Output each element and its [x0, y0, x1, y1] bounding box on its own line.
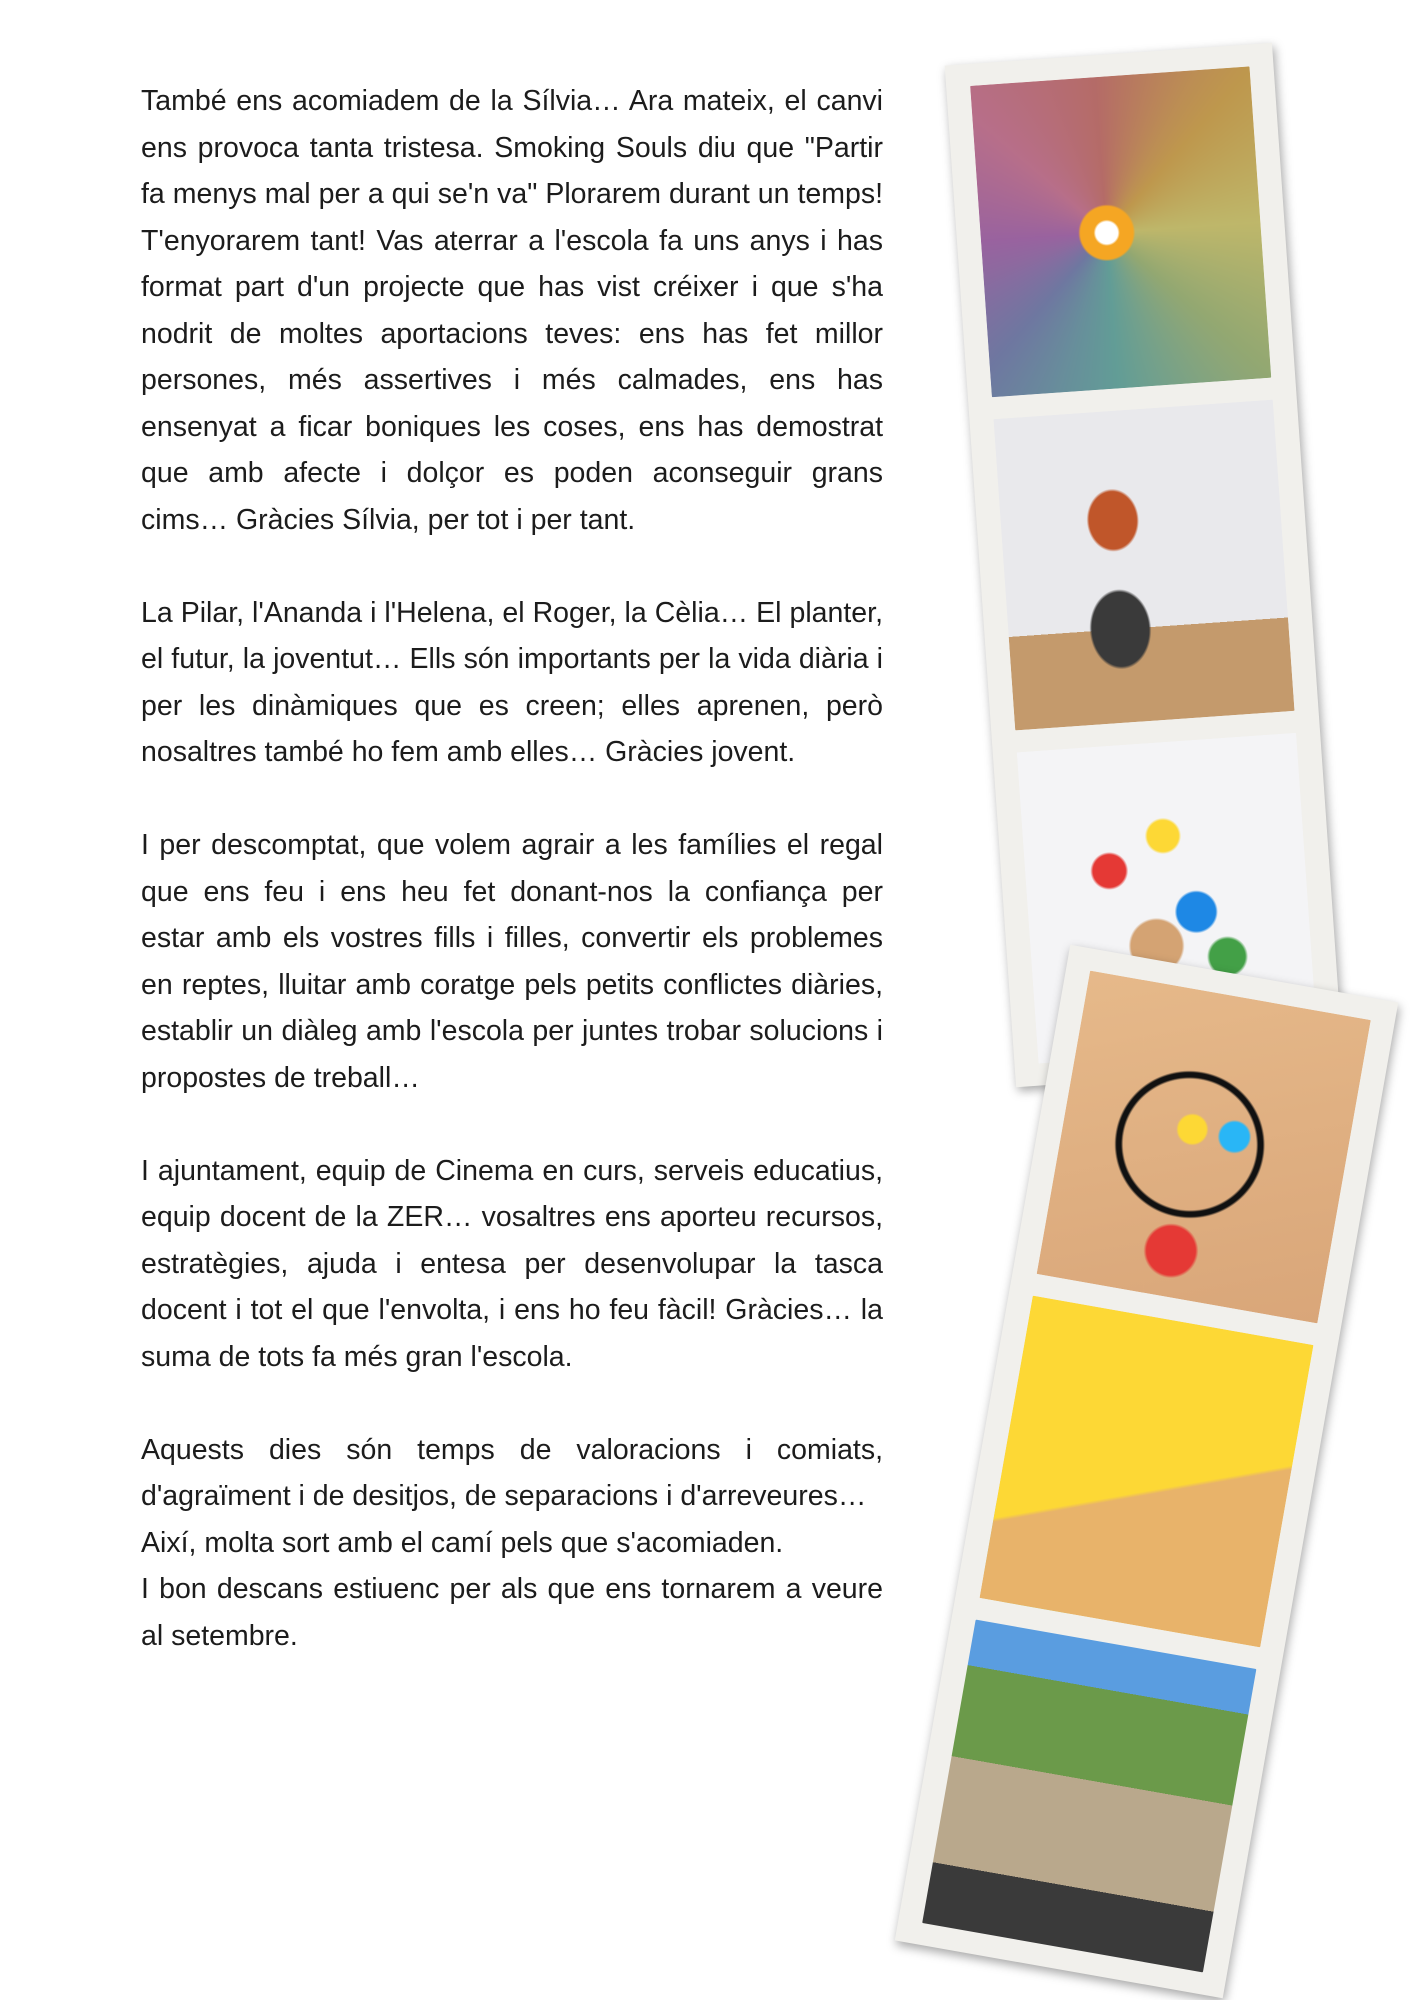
text-line: La Pilar, l'Ananda i l'Helena, el Roger, la Cèlia… El planter, el futur, la joventut… Ells són importants per la vida diària i per les dinàmiques que es creen; elles aprenen, però nosaltres també ho fem amb elles… Gràcies jovent.: [141, 596, 883, 768]
text-line: Aquests dies són temps de valoracions i comiats, d'agraïment i de desitjos, de separacions i d'arreveures…: [141, 1433, 883, 1512]
photo-strip-upper: [945, 43, 1344, 1087]
paragraph-families: [141, 822, 883, 1101]
text-line: Així, molta sort amb el camí pels que s'acomiaden.: [141, 1526, 784, 1559]
paragraph-closing: [141, 1427, 883, 1660]
photo-candle-mandala: [970, 66, 1271, 397]
photo-tangram: [1037, 971, 1371, 1323]
text-line: També ens acomiadem de la Sílvia… Ara mateix, el canvi ens provoca tanta tristesa. Smoking Souls diu que "Partir fa menys mal per a qui se'n va" Plorarem durant un temps! T'enyorarem tant! Vas aterrar a l'escola fa uns anys i has format part d'un projecte que has vist créixer i que s'ha nodrit de moltes aportacions teves: ens has fet millor persones, més assertives i més calmades, ens has ensenyat a ficar boniques les coses, ens has demostrat que amb afecte i dolçor es poden aconseguir grans cims… Gràcies Sílvia, per tot i per tant.: [141, 85, 883, 536]
photo-child-writing: [979, 1295, 1313, 1647]
text-line: I ajuntament, equip de Cinema en curs, serveis educatius, equip docent de la ZER… vosaltres ens aporteu recursos, estratègies, ajuda i entesa per desenvolupar la tasca docent i tot el que l'envolta, i ens ho feu fàcil! Gràcies… la suma de tots fa més gran l'escola.: [141, 1154, 883, 1373]
photo-park-circle: [922, 1620, 1256, 1972]
photo-strip-lower: [895, 945, 1398, 1998]
text-line: I per descomptat, que volem agrair a les famílies el regal que ens feu i ens heu fet donant-nos la confiança per estar amb els vostres fills i filles, convertir els problemes en reptes, lluitar amb coratge pels petits conflictes diàries, establir un diàleg amb l'escola per juntes trobar solucions i propostes de treball…: [141, 829, 883, 1094]
paragraph-farewell-silvia: [141, 78, 883, 543]
text-line: I bon descans estiuenc per als que ens tornarem a veure al setembre.: [141, 1573, 883, 1652]
article-text: [141, 78, 883, 1706]
paragraph-young-staff: [141, 590, 883, 776]
paragraph-institutions: [141, 1148, 883, 1381]
photo-clay-figures: [993, 400, 1294, 731]
